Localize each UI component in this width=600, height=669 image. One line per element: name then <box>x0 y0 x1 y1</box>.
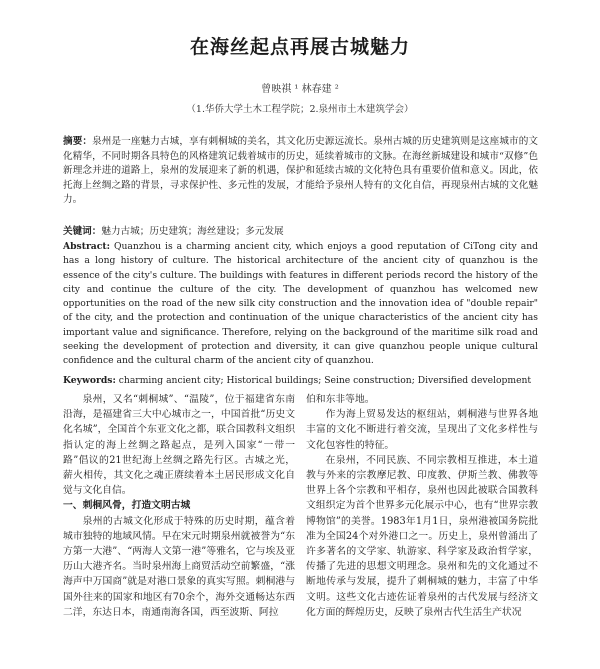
body-paragraph: 泉州，又名“刺桐城”、“温陵”，位于福建省东南沿海，是福建省三大中心城市之一，中国首批“历史文化名城”，全国首个东亚文化之都，联合国教科文组织指认定的海上丝绸之路起点，是列入国家“一带一路”倡议的21世纪海上丝绸之路先行区。古城之光，薪火相传，其文化之魂正赓续着本土居民形成文化自觉与文化自信。 <box>63 394 295 497</box>
author-line: 曾映祺 ¹ 林春建 ² <box>261 84 339 95</box>
keywords-english-label: Keywords: <box>63 375 116 386</box>
body-paragraph: 作为海上贸易发达的枢纽站，刺桐港与世界各地丰富的文化不断进行着交流，呈现出了文化多样性与文化包容性的特征。 <box>306 409 538 451</box>
abstract-english-text: Quanzhou is a charming ancient city, which enjoys a good reputation of CiTong city and has a long history of culture. The historical architecture of the ancient city of quanzhou is the essence of the city's culture. The buildings with features in different periods record the history of the city and continue the culture of the city. The development of quanzhou has welcomed new opportunities on the road of the new silk city construction and the innovation idea of "double repair" of the city, and the protection and continuation of the unique characteristics of the ancient city has important value and significance. Therefore, relying on the background of the maritime silk road and seeking the development of protection and diversity, it can give quanzhou people unique cultural confidence and the cultural charm of the ancient city of quanzhou. <box>63 241 538 367</box>
body-paragraph: 泉州的古城文化形成于特殊的历史时期，蕴含着城市独特的地域风情。早在宋元时期泉州就被誉为“东方第一大港”、“两海人文第一港”等雅名，它与埃及亚历山大港齐名。当时泉州海上商贸活动空前繁盛，“涨海声中万国商”就是对港口景象的真实写照。刺桐港与国外往来的国家和地区有70余个，海外交通畅达东西二洋，东达日本，南通南海各国，西至波斯、阿拉 <box>63 515 295 618</box>
abstract-english-label: Abstract: <box>63 241 110 252</box>
body-paragraph: 伯和东非等地。 <box>306 394 375 405</box>
section-heading: 一、刺桐风骨，打造文明古城 <box>63 500 191 512</box>
body-column-right <box>306 392 538 620</box>
abstract-chinese-label: 摘要： <box>63 136 93 147</box>
abstract-chinese <box>63 135 538 208</box>
paper-title: 在海丝起点再展古城魅力 <box>189 36 410 58</box>
keywords-chinese <box>63 223 538 237</box>
body-paragraph: 在泉州，不同民族、不同宗教相互推进，本土道教与外来的宗教摩尼教、印度教、伊斯兰教、佛教等世界上各个宗教和平相存，泉州也因此被联合国教科文组织定为首个世界多元化展示中心，也有“世界宗教博物馆”的美誉。1983年1月1日，泉州港被国务院批准为全国24个对外港口之一。历史上，泉州曾涌出了许多著名的文学家、轨游家、科学家及政治哲学家，传播了先进的思想文明理念。泉州和先的文化通过不断地传承与发展，提升了刺桐城的魅力，丰富了中华文明。这些文化古迹佐证着泉州的古代发展与经济文化方面的辉煌历史，反映了泉州古代生活生产状况 <box>306 454 538 618</box>
abstract-chinese-text: 泉州是一座魅力古城，享有刺桐城的美名，其文化历史源远流长。泉州古城的历史建筑则是这座城市的文化精华，不同时期各具特色的风格建筑记载着城市的历史，延续着城市的文脉。在海丝新城建设和城市“双修”色新理念并进的道路上，泉州的发展迎来了新的机遇，保护和延续古城的文化特色具有重要价值和意义。因此，依托海上丝绸之路的背景，寻求保护性、多元性的发展，才能给予泉州人特有的文化自信，再现泉州古城的文化魅力。 <box>63 136 539 205</box>
abstract-english <box>63 240 538 369</box>
affiliation-line: （1.华侨大学土木工程学院；2.泉州市土木建筑学会） <box>186 104 414 115</box>
keywords-chinese-label: 关键词： <box>63 226 102 237</box>
keywords-chinese-text: 魅力古城；历史建筑；海丝建设；多元发展 <box>101 226 284 237</box>
body-column-left <box>63 392 295 620</box>
keywords-english <box>63 375 538 386</box>
keywords-english-text: charming ancient city; Historical buildings; Seine construction; Diversified development <box>118 375 532 386</box>
